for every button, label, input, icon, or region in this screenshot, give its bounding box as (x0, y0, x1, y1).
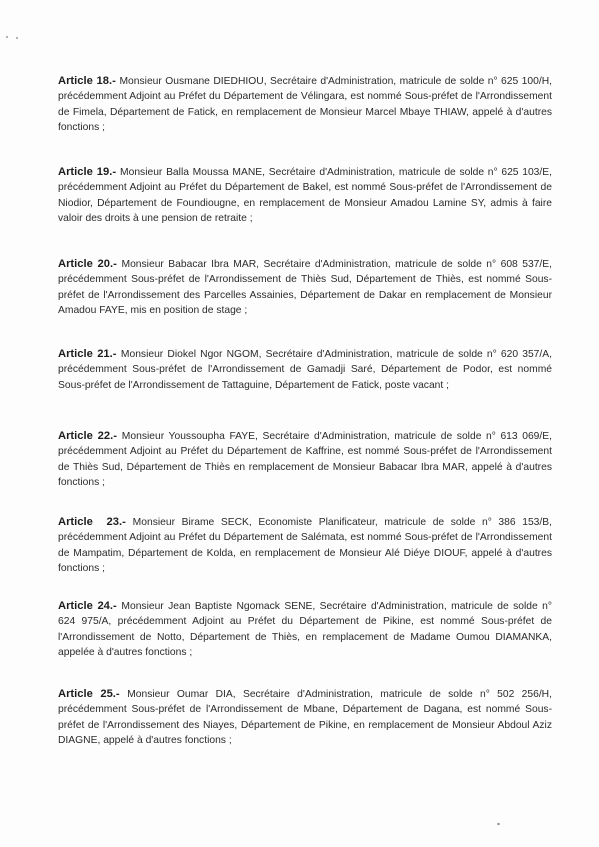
article-heading: Article 20.- (58, 258, 117, 270)
article-heading: Article 22. (58, 430, 114, 442)
article-24 (58, 599, 552, 661)
article-separator: - (112, 166, 121, 178)
article-20 (58, 257, 552, 319)
article-text: Monsieur Ousmane DIEDHIOU, Secrétaire d'Administration, matricule de solde n° 625 100/H, précédemment Adjoint au Préfet du Département de Vélingara, est nommé Sous-préfet de l'Arrondissement de Fimela, Département de Fatick, en remplacement de Monsieur Marcel Mbaye THIAW, appelé à d'autres fonctions ; (58, 76, 552, 134)
article-22 (58, 429, 552, 491)
article-separator: - (122, 516, 133, 528)
article-text: Monsieur Youssoupha FAYE, Secrétaire d'Administration, matricule de solde n° 613 069/E, précédemment Adjoint au Préfet du Département de Kaffrine, est nommé Sous-préfet de l'Arrondissement de Thiès Sud, Département de Thiès en remplacement de Monsieur Babacar Ibra MAR, appelé à d'autres fonctions ; (58, 431, 552, 489)
article-heading: Article 21. (58, 348, 113, 360)
article-text: Monsieur Birame SECK, Economiste Planificateur, matricule de solde n° 386 153/B, précédemment Adjoint au Préfet du Département de Salémata, est nommé Sous-préfet de l'Arrondissement de Mampatim, Département de Kolda, en remplacement de Monsieur Alé Diéye DIOUF, appelé à d'autres fonctions ; (58, 517, 552, 575)
article-text: Monsieur Babacar Ibra MAR, Secrétaire d'Administration, matricule de solde n° 608 537/E, précédemment Sous-préfet de l'Arrondissement de Thiès Sud, Département de Thiès, est nommé Sous-préfet de l'Arrondissement des Parcelles Assainies, Département de Dakar en remplacement de Monsieur Amadou FAYE, mis en position de stage ; (58, 259, 552, 317)
article-heading: Article 19. (58, 166, 113, 178)
article-text: Monsieur Jean Baptiste Ngomack SENE, Secrétaire d'Administration, matricule de solde n° 624 975/A, précédemment Adjoint au Préfet du Département de Pikine, est nommé Sous-préfet de l'Arrondissement de Notto, Département de Thiès, en remplacement de Madame Oumou DIAMANKA, appelée à d'autres fonctions ; (58, 601, 552, 659)
article-text: Monsieur Oumar DIA, Secrétaire d'Administration, matricule de solde n° 502 256/H, précédemment Sous-préfet de l'Arrondissement de Mbane, Département de Dagana, est nommé Sous-préfet de l'Arrondissement des Niayes, Département de Pikine, en remplacement de Monsieur Abdoul Aziz DIAGNE, appelé à d'autres fonctions ; (58, 689, 552, 747)
article-heading: Article 18. (58, 75, 113, 87)
article-text: Monsieur Diokel Ngor NGOM, Secrétaire d'Administration, matricule de solde n° 620 357/A, précédemment Sous-préfet de l'Arrondissement de Gamadji Saré, Département de Podor, est nommé Sous-préfet de l'Arrondissement de Tattaguine, Département de Fatick, poste vacant ; (58, 349, 552, 391)
article-18 (58, 74, 552, 136)
article-23 (58, 515, 552, 577)
article-text: Monsieur Balla Moussa MANE, Secrétaire d'Administration, matricule de solde n° 625 103/E, précédemment Adjoint au Préfet du Département de Bakel, est nommé Sous-préfet de l'Arrondissement de Niodior, Département de Foundiougne, en remplacement de Monsieur Amadou Lamine SY, admis à faire valoir des droits à une pension de retraite ; (58, 167, 552, 225)
scan-speck (16, 37, 18, 39)
article-separator: - (112, 348, 121, 360)
article-21 (58, 347, 552, 393)
scan-speck (6, 36, 8, 38)
article-heading: Article 24.- (58, 600, 117, 612)
article-heading: Article 23. (58, 516, 123, 528)
article-25 (58, 687, 552, 749)
article-separator: - (112, 75, 120, 87)
scan-speck (497, 823, 500, 825)
article-19 (58, 165, 552, 227)
article-separator: - (115, 688, 128, 700)
article-separator: - (113, 430, 122, 442)
article-heading: Article 25. (58, 688, 116, 700)
